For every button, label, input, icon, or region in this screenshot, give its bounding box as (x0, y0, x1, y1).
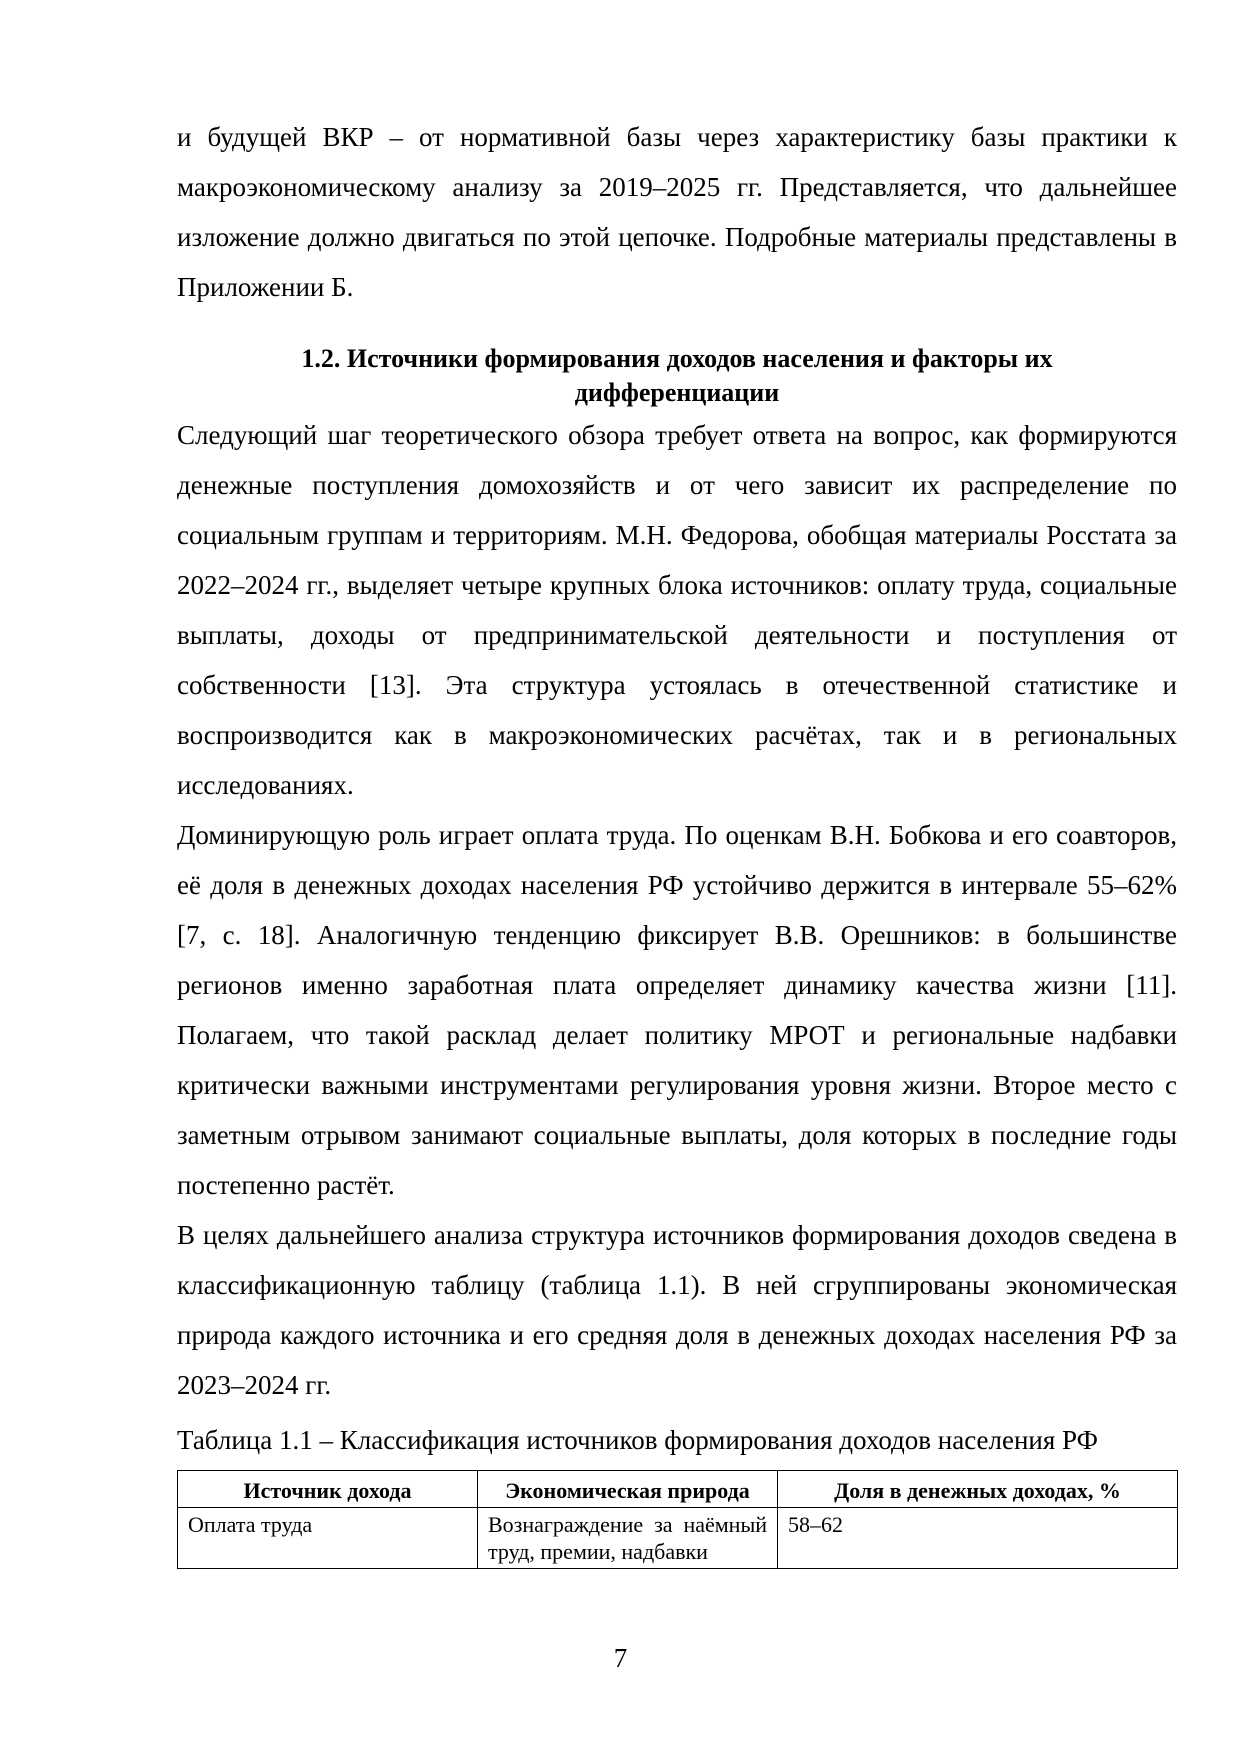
paragraph-table-intro: В целях дальнейшего анализа структура источников формирования доходов сведена в классификационную таблицу (таблица 1.1). В ней сгруппированы экономическая природа каждого источника и его средняя доля в денежных доходах населения РФ за 2023–2024 гг. (177, 1220, 1177, 1400)
table-header-row (178, 1471, 1178, 1508)
paragraph-intro: и будущей ВКР – от нормативной базы через характеристику базы практики к макроэкономическому анализу за 2019–2025 гг. Представляется, что дальнейшее изложение должно двигаться по этой цепочке. Подробные материалы представлены в Приложении Б. (177, 122, 1177, 302)
page-number: 7 (613, 1643, 628, 1673)
document-page (177, 112, 1177, 1569)
table-header-nature: Экономическая природа (478, 1471, 778, 1508)
table-cell-nature: Вознаграждение за наёмный труд, премии, надбавки (478, 1508, 778, 1569)
table-row (178, 1508, 1178, 1569)
table-cell-source: Оплата труда (178, 1508, 478, 1569)
table-header-source: Источник дохода (178, 1471, 478, 1508)
paragraph-sources: Следующий шаг теоретического обзора требует ответа на вопрос, как формируются денежные поступления домохозяйств и от чего зависит их распределение по социальным группам и территориям. М.Н. Федорова, обобщая материалы Росстата за 2022–2024 гг., выделяет четыре крупных блока источников: оплату труда, социальные выплаты, доходы от предпринимательской деятельности и поступления от собственности [13]. Эта структура устоялась в отечественной статистике и воспроизводится как в макроэкономических расчётах, так и в региональных исследованиях. (177, 420, 1177, 800)
table-caption: Таблица 1.1 – Классификация источников формирования доходов населения РФ (177, 1425, 1098, 1455)
paragraph-wages: Доминирующую роль играет оплата труда. По оценкам В.Н. Бобкова и его соавторов, её доля в денежных доходах населения РФ устойчиво держится в интервале 55–62% [7, с. 18]. Аналогичную тенденцию фиксирует В.В. Орешников: в большинстве регионов именно заработная плата определяет динамику качества жизни [11]. Полагаем, что такой расклад делает политику МРОТ и региональные надбавки критически важными инструментами регулирования уровня жизни. Второе место с заметным отрывом занимают социальные выплаты, доля которых в последние годы постепенно растёт. (177, 820, 1177, 1200)
table-header-share: Доля в денежных доходах, % (778, 1471, 1178, 1508)
income-sources-table (177, 1470, 1178, 1569)
table-cell-share: 58–62 (778, 1508, 1178, 1569)
section-heading: 1.2. Источники формирования доходов населения и факторы их дифференциации (301, 344, 1053, 407)
